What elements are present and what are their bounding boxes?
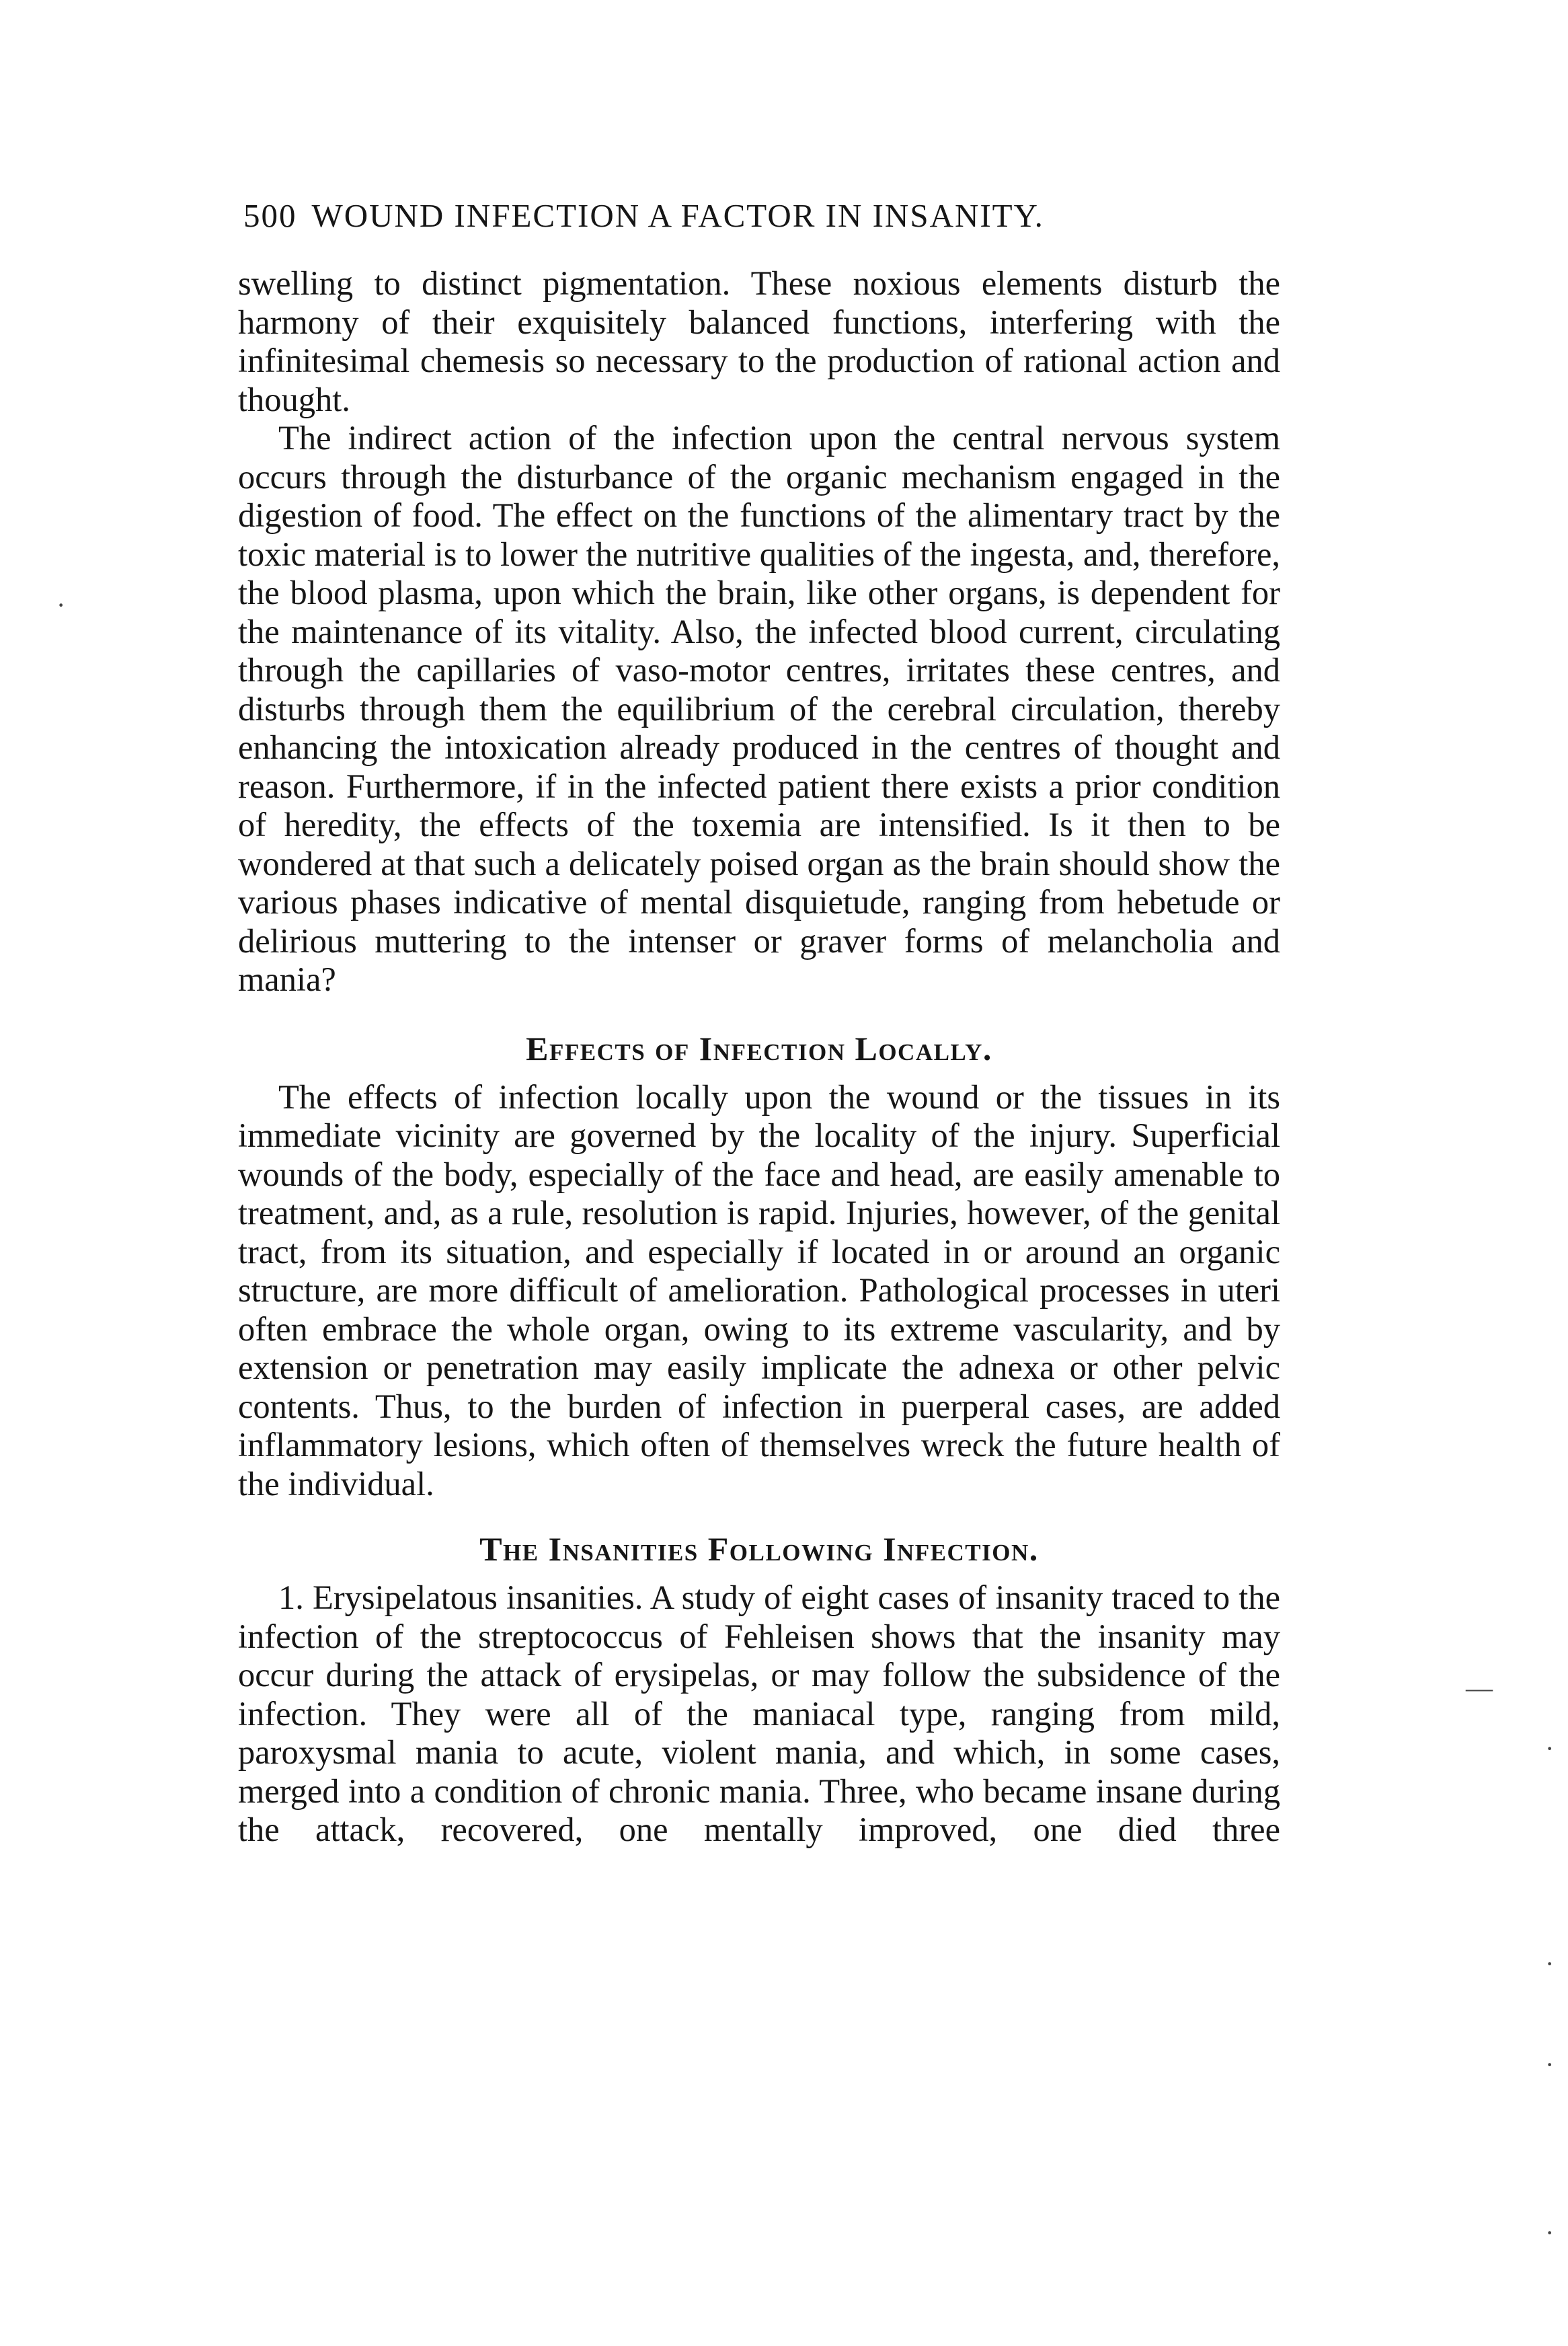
section-heading-insanities: The Insanities Following Infection.: [479, 1530, 1039, 1568]
body-text: [238, 264, 1280, 1850]
margin-speck: ·: [56, 590, 66, 620]
paragraph-indirect-action: The indirect action of the infection upon the central nervous system occurs through the disturbance of the organic mechanism engaged in the digestion of food. The effect on the functions of the alimentary tract by the toxic material is to lower the nutritive qualities of the ingesta, and, therefore, the blood plasma, upon which the brain, like other organs, is dependent for the maintenance of its vitality. Also, the infected blood current, circulating through the capillaries of vaso-motor centres, irritates these centres, and disturbs through them the equilibrium of the cerebral circulation, thereby enhancing the intoxication already produced in the centres of thought and reason. Furthermore, if in the infected patient there exists a prior condition of heredity, the effects of the toxemia are intensified. Is it then to be wondered at that such a delicately poised organ as the brain should show the various phases indicative of mental disquietude, ranging from hebetude or delirious muttering to the intenser or graver forms of melancholia and mania?: [238, 419, 1280, 998]
page-number: 500: [243, 197, 297, 234]
margin-dot: ·: [1545, 1948, 1555, 1979]
margin-dash: —: [1466, 1673, 1493, 1703]
running-head: [243, 196, 1279, 235]
paragraph-erysipelatous: 1. Erysipelatous insanities. A study of eight cases of insanity traced to the infection of the streptococcus of Fehleisen shows that the insanity may occur during the attack of erysipelas, or may follow the subsidence of the infection. They were all of the maniacal type, ranging from mild, paroxysmal mania to acute, violent mania, and which, in some cases, merged into a condition of chronic mania. Three, who became insane during the attack, recovered, one mentally improved, one died three: [238, 1579, 1280, 1848]
margin-dot: ·: [1545, 2218, 1555, 2248]
section-heading-local-effects: Effects of Infection Locally.: [526, 1029, 992, 1067]
margin-dot: ·: [1545, 1733, 1555, 1764]
paragraph-local-effects: The effects of infection locally upon the wound or the tissues in its immediate vicinity are governed by the locality of the injury. Superficial wounds of the body, especially of the face and head, are easily amenable to treatment, and, as a rule, resolution is rapid. Injuries, however, of the genital tract, from its situation, and especially if located in or around an organic structure, are more difficult of amelioration. Pathological processes in uteri often embrace the whole organ, owing to its extreme vascularity, and by extension or penetration may easily implicate the adnexa or other pelvic contents. Thus, to the burden of infection in puerperal cases, are added inflammatory lesions, which often of themselves wreck the future health of the individual.: [238, 1077, 1280, 1503]
margin-dot: ·: [1545, 2049, 1555, 2080]
running-head-title: WOUND INFECTION A FACTOR IN INSANITY.: [311, 197, 1044, 234]
paragraph-continued: swelling to distinct pigmentation. These noxious elements disturb the harmony of their exquisitely balanced functions, interfering with the infinitesimal chemesis so necessary to the production of rational action and thought.: [238, 264, 1280, 418]
